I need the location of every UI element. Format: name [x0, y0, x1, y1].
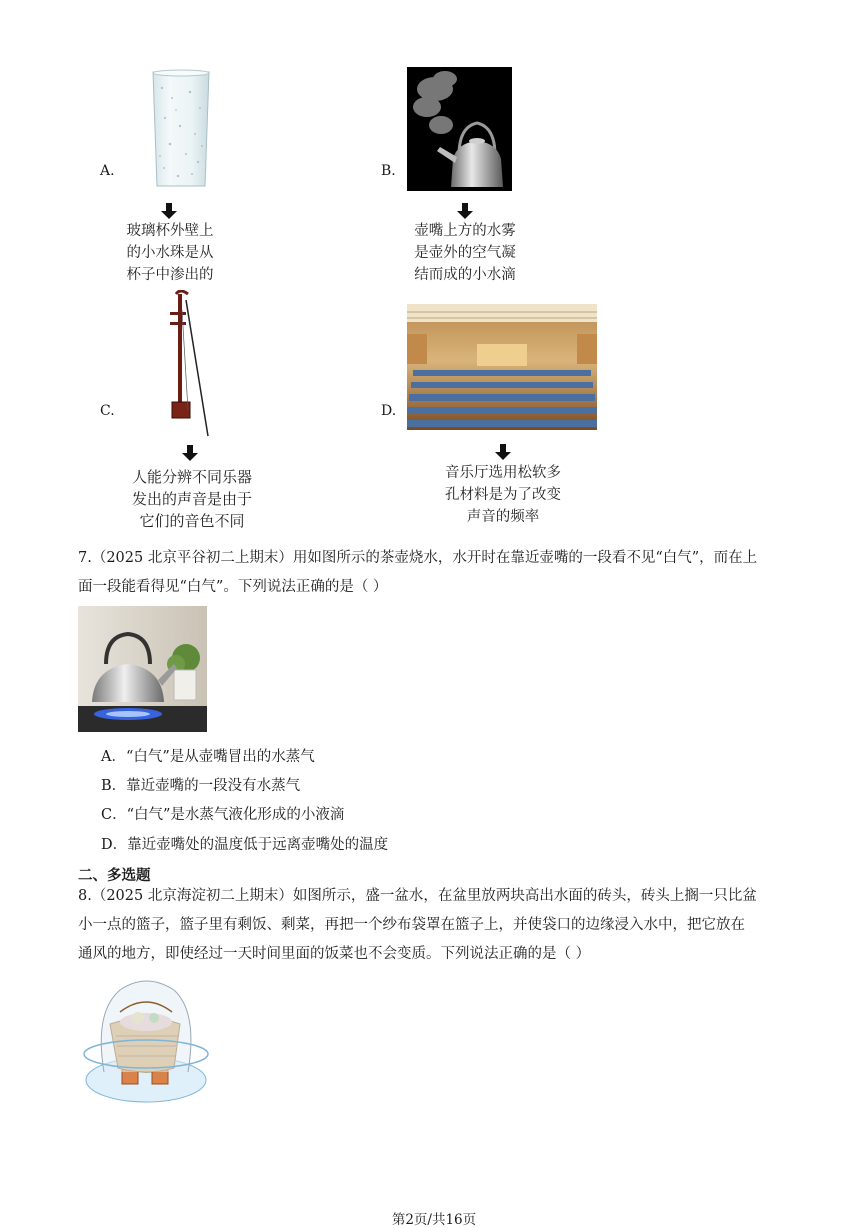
option-c-letter: C.: [100, 403, 115, 419]
option-a-letter: A.: [100, 163, 115, 179]
question-7-choice-d: D．靠近壶嘴处的温度低于远离壶嘴处的温度: [101, 837, 389, 853]
water-glass-image: [150, 68, 212, 190]
erhu-image: [158, 290, 214, 440]
page-footer: 第2页/共16页: [391, 1212, 477, 1228]
basket-in-basin-image: [80, 972, 212, 1108]
option-c-caption: 人能分辨不同乐器 发出的声音是由于 它们的音色不同: [131, 468, 252, 530]
option-a-caption: 玻璃杯外壁上 的小水珠是从 杯子中渗出的: [126, 223, 214, 283]
question-7-text: 7.（2025 北京平谷初二上期末）用如图所示的茶壶烧水，水开时在靠近壶嘴的一段看不见“白气”，而在上 面一段能看得见“白气”。下列说法正确的是（ ）: [78, 550, 758, 595]
option-b-caption: 壶嘴上方的水雾 是壶外的空气凝 结而成的小水滴: [414, 223, 516, 283]
option-d-letter: D.: [381, 403, 397, 419]
option-d-caption: 音乐厅选用松软多 孔材料是为了改变 声音的频率: [445, 465, 561, 525]
question-7-choice-c: C．“白气”是水蒸气液化形成的小液滴: [101, 807, 345, 823]
section-heading: 二、多选题: [78, 868, 151, 884]
question-7-choice-b: B．靠近壶嘴的一段没有水蒸气: [101, 778, 301, 794]
steaming-kettle-image: [407, 67, 512, 191]
question-7-choice-a: A．“白气”是从壶嘴冒出的水蒸气: [101, 749, 315, 765]
question-8-text: 8.（2025 北京海淀初二上期末）如图所示，盛一盆水，在盆里放两块高出水面的砖头，砖头上搁一只比盆 小一点的篮子，篮子里有剩饭、剩菜，再把一个纱布袋罩在篮子上，并使袋口的边缘浸入水中，把它放在 通风的地方，即使经过一天时间里面的饭菜也不会变质。下列说法正确的是（ ）: [78, 888, 757, 962]
option-b-letter: B.: [381, 163, 396, 179]
kettle-on-stove-image: [78, 606, 207, 732]
concert-hall-image: [407, 304, 597, 430]
